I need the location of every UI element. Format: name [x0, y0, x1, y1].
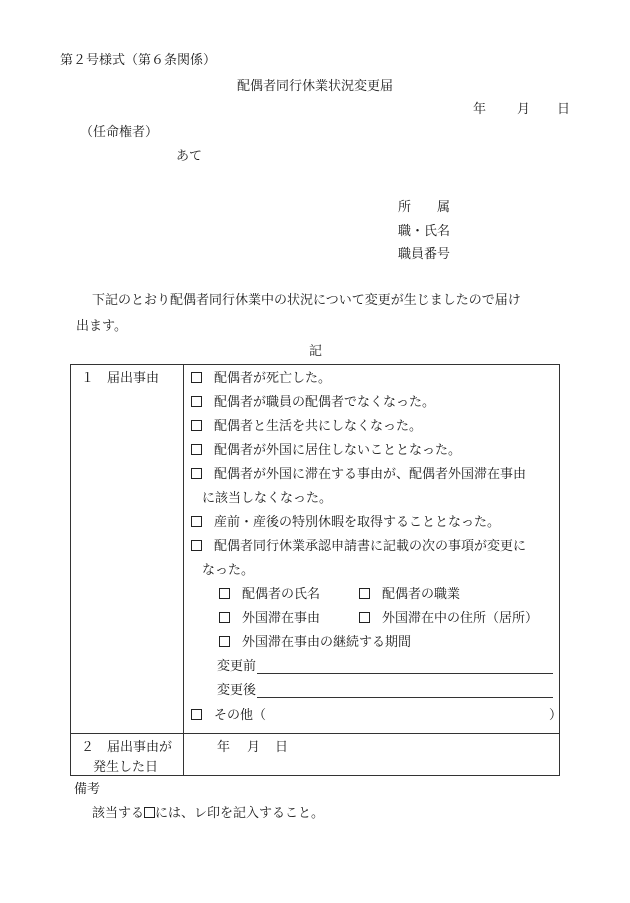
notes-text-after: には、レ印を記入すること。	[155, 806, 325, 821]
occurrence-month-label: 月	[247, 740, 261, 755]
option-label: 配偶者同行休業承認申請書に記載の次の事項が変更に	[214, 539, 527, 554]
before-change-label: 変更前	[217, 659, 257, 674]
table-column-divider	[183, 365, 184, 775]
option-not-residing-abroad[interactable]	[191, 442, 461, 460]
checkbox[interactable]	[219, 636, 230, 647]
option-label-continued: に該当しなくなった。	[202, 491, 333, 506]
option-spouse-died[interactable]	[191, 370, 331, 388]
occurrence-year-label: 年	[217, 740, 231, 755]
date-month-label: 月	[517, 102, 531, 117]
occurrence-date-label-line2: 発生した日	[93, 760, 159, 775]
body-paragraph-line2: 出ます。	[76, 319, 127, 334]
sub-option-label: 外国滞在事由	[242, 611, 321, 626]
ki-heading: 記	[309, 344, 323, 359]
checkbox[interactable]	[191, 468, 202, 479]
form-number: 第２号様式（第６条関係）	[60, 53, 217, 68]
checkbox[interactable]	[191, 444, 202, 455]
addressee-suffix: あて	[176, 149, 203, 164]
staff-number-label: 職員番号	[398, 247, 451, 262]
sub-option-label: 外国滞在事由の継続する期間	[242, 635, 412, 650]
option-label: 産前・産後の特別休暇を取得することとなった。	[214, 515, 501, 530]
occurrence-date-label-line1: ２ 届出事由が	[81, 740, 173, 755]
option-label: 配偶者が職員の配偶者でなくなった。	[214, 395, 436, 410]
option-application-changed[interactable]	[191, 538, 526, 556]
option-other[interactable]	[191, 707, 266, 725]
affiliation-label: 所 属	[398, 200, 451, 215]
checkbox[interactable]	[191, 396, 202, 407]
option-label: その他（	[214, 708, 267, 723]
option-label: 配偶者が外国に居住しないこととなった。	[214, 443, 462, 458]
checkbox[interactable]	[191, 516, 202, 527]
option-label-continued: なった。	[202, 563, 255, 578]
checkbox[interactable]	[219, 588, 230, 599]
option-label: 配偶者が死亡した。	[214, 371, 332, 386]
notes-heading: 備考	[74, 782, 101, 797]
sub-option-stay-reason[interactable]	[219, 610, 320, 628]
sub-option-spouse-occupation[interactable]	[359, 586, 460, 604]
occurrence-day-label: 日	[275, 740, 289, 755]
sub-option-address-abroad[interactable]	[359, 610, 538, 628]
date-day-label: 日	[557, 102, 571, 117]
reason-row-label: １ 届出事由	[81, 371, 160, 386]
notes-text	[92, 805, 324, 823]
option-stay-reason-not-applicable[interactable]	[191, 466, 526, 484]
option-maternity-leave[interactable]	[191, 514, 500, 532]
reason-table	[70, 364, 563, 776]
sub-option-spouse-name[interactable]	[219, 586, 320, 604]
notes-text-before: 該当する	[92, 806, 145, 821]
checkbox[interactable]	[191, 372, 202, 383]
checkbox[interactable]	[359, 588, 370, 599]
sub-option-label: 配偶者の氏名	[242, 587, 321, 602]
sub-option-stay-duration[interactable]	[219, 634, 411, 652]
checkbox[interactable]	[191, 709, 202, 720]
after-change-line[interactable]	[257, 697, 553, 698]
checkbox[interactable]	[359, 612, 370, 623]
option-no-longer-spouse[interactable]	[191, 394, 435, 412]
option-not-living-together[interactable]	[191, 418, 422, 436]
option-label: 配偶者が外国に滞在する事由が、配偶者外国滞在事由	[214, 467, 527, 482]
checkbox[interactable]	[191, 540, 202, 551]
checkbox[interactable]	[219, 612, 230, 623]
other-close-paren: ）	[549, 708, 563, 723]
body-paragraph-line1: 下記のとおり配偶者同行休業中の状況について変更が生じましたので届け	[92, 293, 521, 308]
date-year-label: 年	[473, 102, 487, 117]
option-label: 配偶者と生活を共にしなくなった。	[214, 419, 423, 434]
before-change-line[interactable]	[257, 673, 553, 674]
addressee: （任命権者）	[80, 125, 159, 140]
table-row-divider	[71, 733, 559, 734]
checkbox-glyph	[144, 807, 155, 818]
after-change-label: 変更後	[217, 683, 257, 698]
sub-option-label: 配偶者の職業	[382, 587, 461, 602]
form-title: 配偶者同行休業状況変更届	[237, 79, 394, 94]
position-name-label: 職・氏名	[398, 224, 451, 239]
sub-option-label: 外国滞在中の住所（居所）	[382, 611, 539, 626]
checkbox[interactable]	[191, 420, 202, 431]
